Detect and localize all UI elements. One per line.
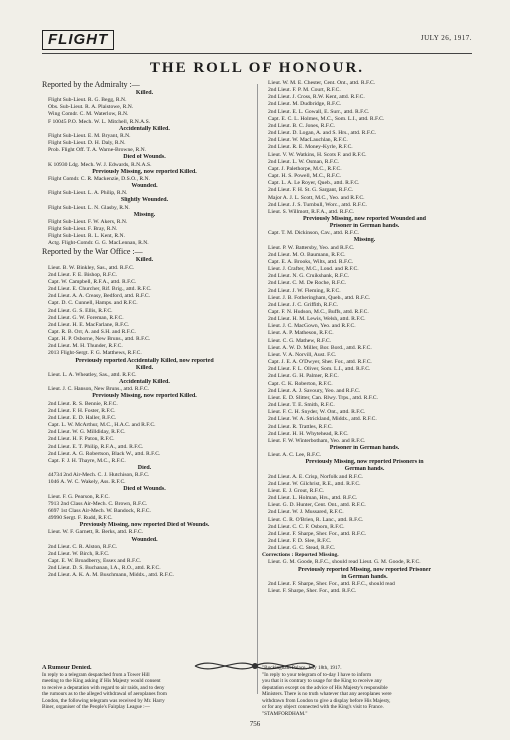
list-item: Lieut. F. G. Pearson, R.F.C. [48, 493, 110, 500]
list-item: Capt. F. J. H. Thayre, M.C., R.F.C. [48, 457, 126, 464]
section-heading: Previously Missing, now reported Killed. [92, 393, 197, 400]
rumour-denied-article [42, 665, 247, 711]
list-item: "In reply to your telegram of to-day I have to inform [262, 671, 372, 678]
list-item: 49990 Sergt. F. Rudd, R.F.C. [48, 515, 113, 522]
list-item: 2nd Lieut. R. S. Bennie, R.F.C. [48, 400, 118, 407]
list-item: Flight Comdr. C. R. Mackenzie, D.S.O., R.N. [48, 175, 150, 182]
list-item: 2nd Lieut. G. H. Palmer, R.F.C. [268, 373, 339, 380]
list-item: Lieut. E. D. Slitter, Can. Rlwy. Trps., attd. R.F.C. [268, 394, 378, 401]
column-divider [257, 84, 258, 694]
list-item: Flight Sub-Lieut. F. Bray, R.N. [48, 225, 118, 232]
list-item: or for any object connected with the King's visit to France. [262, 704, 384, 710]
section-heading: Previously reported Accidentally Killed, now reported [75, 357, 214, 364]
list-item: Lieut. B. W. Binkley, Sas., attd. R.F.C. [48, 264, 135, 271]
list-item: Capt. H. P. Osborne, New Bruns., attd. R.F.C. [48, 336, 151, 343]
list-item: 2nd Lieut. J. C. Griffith, R.F.C. [268, 301, 338, 308]
list-item: Flight Sub-Lieut. L. N. Glasby, R.N. [48, 204, 130, 211]
list-item: Capt. C. K. Roberton, R.F.C. [268, 380, 333, 387]
section-heading: in German hands. [341, 573, 388, 580]
list-item: Lieut. E. J. Grout, R.F.C. [268, 487, 324, 494]
list-item: 2nd Lieut. W. Birch, R.F.C. [48, 550, 110, 557]
section-heading: Missing. [133, 211, 156, 218]
list-item: 2nd Lieut. M. O. Baumann, R.F.C. [268, 251, 346, 258]
section-heading: Wounded. [131, 536, 158, 543]
list-item: 2nd Lieut. C. C. F. Osborn, R.F.C. [268, 523, 345, 530]
list-item: 2nd Lieut. W. G. Milldiday, R.F.C. [48, 429, 126, 436]
list-item: 2nd Lieut. J. W. Fleming, R.F.C. [268, 287, 341, 294]
section-heading: Previously reported Missing, now reported Prisoner [298, 566, 431, 573]
list-item: Lieut. J. Crafter, M.C., Lond. and R.F.C. [268, 266, 359, 273]
list-item: Flight Sub-Lieut. R. L. Kent, R.N. [48, 233, 125, 240]
list-item: 2nd Lieut. A. G. Robertson, Black W., attd. R.F.C. [48, 450, 161, 457]
palace-telegram [262, 665, 467, 717]
list-item: Lieut. C. R. O'Brien, R. Lanc., attd. R.F.C. [268, 516, 364, 523]
list-item: Lieut. W. F. Garnett, R. Berks, attd. R.F.C. [48, 529, 143, 536]
issue-date: JULY 26, 1917. [420, 34, 472, 42]
list-item: Lieut. A. C. Lee, R.F.C. [268, 452, 322, 459]
list-item: 2nd Lieut. L. W. Osman, R.F.C. [268, 158, 340, 165]
section-heading: Prisoner in German hands. [329, 444, 400, 451]
list-item: 2nd Lieut. F. L. Oliver, Som. L.I., attd. R.F.C. [268, 366, 371, 373]
list-item: to receive a deputation with regard to air raids, and to deny [42, 684, 165, 691]
list-item: 7913 2nd Class Air-Mech. C. Brown, R.F.C. [48, 500, 148, 507]
list-item: 2nd Lieut. G. S. Ellis, R.F.C. [48, 307, 113, 314]
list-item: Capt. T. M. Dickinson, Cav., attd. R.F.C. [268, 230, 359, 237]
list-item: Capt. H. S. Powell, M.C., R.F.C. [268, 173, 342, 180]
page-title: THE ROLL OF HONOUR. [149, 60, 365, 76]
section-heading: Reported by the War Office :— [42, 247, 143, 257]
list-item: you that it is contrary to usage for the King to receive any [262, 678, 382, 684]
list-item: 2nd Lieut. F. D. Slee, R.F.C. [268, 538, 332, 544]
list-item: Lieut. V. A. Norvill, Aust. F.C. [268, 351, 337, 358]
list-item: 2nd Lieut. E. L. Gowall, E. Surr., attd. R.F.C. [268, 108, 370, 115]
list-item: Lieut. W. M. E. Chester, Cent. Ont., attd. R.F.C. [268, 80, 376, 86]
list-item: Lieut. V. W. Watkins, H. Scots F. and R.F.C. [268, 151, 367, 158]
list-item: Flight Sub-Lieut. D. H. Daly, R.N. [48, 140, 126, 147]
list-item: 2nd Lieut. F. H. St. G. Sargant, R.F.C. [268, 187, 354, 194]
list-item: 2nd Lieut. W. MacLauchlan, R.F.C. [268, 137, 348, 144]
list-item: 2nd Lieut. W. Gilchrist, R.E., attd. R.F.C. [268, 480, 361, 487]
list-item: 2nd Lieut. G. W. Foreman, R.F.C. [48, 314, 124, 321]
list-item: 2nd Lieut. W. A. Strickland, Middx., attd. R.F.C. [268, 416, 377, 423]
list-item: 2nd Lieut. R. Trattles, R.F.C. [268, 423, 333, 430]
list-item: 2nd Lieut. R. E. Money-Kyrle, R.F.C. [268, 144, 353, 151]
list-item: 2nd Lieut. G. C. Stead, R.F.C. [268, 545, 336, 552]
list-item: Lieut. G. D. Hunter, Cent. Ont., attd. R.F.C. [268, 502, 366, 509]
section-heading: Previously Missing, now reported Prisoners in [305, 459, 424, 466]
list-item: 2nd Lieut. E. D. Haller, R.F.C. [48, 414, 117, 421]
list-item: 2nd Lieut. A. A. Creasy, Bedford, attd. R.F.C. [48, 293, 151, 300]
list-item: 2nd Lieut. J. Cross, R.W. Kent, attd. R.F.C. [268, 94, 365, 101]
list-item: Capt. L. A. Le Royer, Queb., attd. R.F.C. [268, 180, 360, 187]
list-item: Actg. Flight-Comdr. G. G. MacLennan, R.N. [48, 240, 149, 247]
section-heading: Missing. [353, 237, 376, 244]
list-item: 2nd Lieut. D. Logan, A. and S. Hrs., attd. R.F.C. [268, 130, 377, 137]
list-item: Lieut. C. G. Mathew, R.F.C. [268, 337, 332, 344]
list-item: 2nd Lieut. A. K. A. M. Buschmann, Middx., attd. R.F.C. [48, 572, 174, 579]
list-item: 2nd Lieut. F. E. Bishop, R.F.C. [48, 271, 118, 278]
list-item: 2nd Lieut. H. E. MacFarlane, R.F.C. [48, 321, 130, 328]
page-number: 756 [249, 720, 261, 728]
section-heading: Previously Missing, now reported Wounded and [302, 215, 427, 222]
flight-logo: FLIGHT [42, 30, 114, 50]
section-heading: Accidentally Killed. [119, 125, 170, 132]
section-heading: Previously Missing, now reported Killed. [92, 168, 197, 175]
list-item: Lieut. A. W. D. Miller, Bor. Bord., attd. R.F.C. [268, 344, 372, 351]
list-item: 2013 Flight-Sergt. F. G. Matthews, R.F.C. [48, 350, 142, 357]
section-heading: Killed. [135, 257, 154, 264]
section-heading: Previously Missing, now reported Died of Wounds. [79, 522, 210, 529]
section-heading: Prisoner in German hands. [329, 223, 400, 230]
list-item: London, the following telegram was received by Mr. Harry [42, 697, 165, 704]
list-item: Lieut. F. W. Winterbotham, Yeo. and R.F.C. [268, 437, 366, 444]
list-item: Flight Sub-Lieut. R. G. Begg, R.N. [48, 97, 127, 104]
list-item: Biner, organiser of the People's Fairplay League :— [42, 704, 150, 710]
list-item: 2nd Lieut. N. G. Cruikshank, R.F.C. [268, 273, 349, 280]
section-heading: Died of Wounds. [123, 486, 166, 493]
list-item: Capt. R. B. Orr, A. and S.H. and R.F.C. [48, 329, 136, 335]
list-item: 2nd Lieut. M. Dudbridge, R.F.C. [268, 101, 342, 108]
list-item: 2nd Lieut. A. J. Savoury, Yeo. and R.F.C. [268, 387, 361, 394]
list-item: Capt. E. C. L. Holmes, M.C., Som. L.I., attd. R.F.C. [268, 115, 385, 122]
list-item: Capt. E. A. Brooks, Wilts, attd. R.F.C. [268, 258, 354, 265]
list-item: Lieut. J. B. Fotheringham, Queb., attd. R.F.C. [268, 294, 371, 301]
section-heading: Slightly Wounded. [120, 197, 169, 204]
list-item: Flight Sub-Lieut. E. M. Bryant, R.N. [48, 132, 131, 139]
list-item: 2nd Lieut. J. S. Turnbull, Worc., attd. R.F.C. [268, 201, 367, 208]
section-heading: Accidentally Killed. [119, 379, 170, 386]
list-item: 2nd Lieut. F. P. M. Court, R.F.C. [268, 87, 341, 94]
list-item: K 10930 Ldg. Mech. W. J. Edwards, R.N.A.S. [48, 161, 152, 168]
section-heading: Died of Wounds. [123, 154, 166, 161]
list-item: 2nd Lieut. L. Holman, Hrs., attd. R.F.C. [268, 495, 358, 502]
list-item: 2nd Lieut. T. E. Smith, R.F.C. [268, 402, 335, 409]
list-item: withdrawn from London to give a display before His Majesty, [262, 697, 391, 704]
list-item: Lieut. F. C. H. Snyder, W. Ont., attd. R.F.C. [268, 409, 366, 416]
list-item: "Buckingham Palace, July 18th, 1917. [262, 665, 342, 671]
left-column [42, 80, 247, 579]
list-item: Capt. F. N. Hudson, M.C., Buffs, attd. R.F.C. [268, 309, 369, 315]
list-item: Prob. Flight Off. T. A. Warne-Browne, R.N. [48, 147, 147, 154]
list-item: 2nd Lieut. F. Sharpe, Sher. For., attd. R.F.C. [268, 530, 367, 537]
list-item: Capt. J. Palethorpe, M.C., R.F.C. [268, 165, 342, 172]
list-item: 2nd Lieut. H. F. Paton, R.F.C. [48, 436, 115, 443]
list-item: 2nd Lieut. F. Sharpe, Sher. For., attd. R.F.C., should read [268, 580, 395, 587]
list-item: deputation except on the advice of His Majesty's responsible [262, 684, 388, 691]
header-rule [42, 53, 472, 54]
list-item: 44734 2nd Air-Mech. C. J. Hutchison, R.F.C. [48, 472, 150, 479]
section-heading: Wounded. [131, 183, 158, 190]
list-item: Flight Sub-Lieut. F. W. Akers, R.N. [48, 218, 128, 225]
list-item: Lieut. G. M. Goode, R.F.C., should read Lieut. G. M. Goode, R.F.C. [268, 559, 421, 566]
list-item: Major A. J. L. Scott, M.C., Yeo. and R.F.C. [268, 194, 365, 201]
list-item: Lieut. A. P. Matheson, R.F.C. [268, 330, 334, 337]
list-item: Capt. E. W. Broadberry, Essex and R.F.C. [48, 558, 142, 564]
list-item: 1046 A. W. C. Wakely, Ass. R.F.C. [48, 479, 126, 486]
list-item: Capt. J. E. A. O'Dwyer, Sher. For., attd. R.F.C. [268, 359, 372, 366]
article-heading: A Rumour Denied. [42, 665, 92, 671]
list-item: Lieut. F. Sharpe, Sher. For., attd. R.F.C. [268, 588, 357, 595]
list-item: Ministers. There is no truth whatever that any aeroplanes were [262, 691, 392, 697]
list-item: In reply to a telegram despatched from a Tower Hill [42, 671, 150, 678]
list-item: the rumours as to the alleged withdrawal of aeroplanes from [42, 691, 167, 697]
list-item: Obs. Sub-Lieut. R. A. Plaistowe, R.N. [48, 104, 134, 111]
list-item: meeting to the King asking if His Majesty would consent [42, 678, 161, 684]
list-item: 2nd Lieut. M. H. Thunder, R.F.C. [48, 343, 123, 350]
list-item: Wing Comdr. C. M. Waterlow, R.N. [48, 111, 129, 118]
list-item: 2nd Lieut. H. H. Whytehead, R.F.C. [268, 430, 349, 437]
section-heading: Killed. [135, 364, 154, 371]
right-column [262, 80, 467, 595]
section-heading: Reported by the Admiralty :— [42, 80, 140, 89]
section-heading: German hands. [344, 466, 385, 473]
list-item: 2nd Lieut. A. E. Crisp, Norfolk and R.F.C. [268, 473, 363, 480]
list-item: Corrections : Reported Missing. [262, 552, 339, 559]
list-item: "STAMFORDHAM." [262, 710, 308, 717]
list-item: 2nd Lieut. W. J. Mussared, R.F.C. [268, 509, 344, 516]
list-item: Lieut. L. A. Wheatley, Sas., attd. R.F.C. [48, 371, 137, 378]
list-item: Lieut. S. Willmott, R.F.A., attd. R.F.C. [268, 208, 355, 215]
list-item: Flight Sub-Lieut. L. A. Philip, R.N. [48, 190, 128, 197]
list-item: Lieut. P. W. Battersby, Yeo. and R.F.C. [268, 244, 355, 251]
list-item: 2nd Lieut. C. R. Alston, R.F.C. [48, 543, 118, 550]
list-item: Capt. W. Campbell, R.F.A., attd. R.F.C. [48, 278, 137, 285]
list-item: 2nd Lieut. F. H. Foster, R.F.C. [48, 407, 116, 414]
list-item: Lieut. J. C. Hanson, New Bruns., attd. R.F.C. [48, 386, 150, 393]
list-item: 2nd Lieut. D. S. Buchanan, I.A., R.O., attd. R.F.C. [48, 565, 161, 572]
section-heading: Killed. [135, 90, 154, 96]
section-heading: Died. [137, 464, 152, 471]
list-item: Lieut. J. C. MacGown, Yeo. and R.F.C. [268, 323, 356, 330]
list-item: 2nd Lieut. H. M. Lewis, Welsh, attd. R.F.C. [268, 316, 366, 323]
list-item: 2nd Lieut. E. Churcher, Rif. Brig., attd. R.F.C. [48, 286, 152, 293]
list-item: Capt. D. C. Cunnell, Hamps. and R.F.C. [48, 300, 138, 307]
list-item: 6697 1st Class Air-Mech. W. Bandock, R.F.C. [48, 507, 151, 514]
list-item: 2nd Lieut. C. M. De Roche, R.F.C. [268, 280, 347, 287]
list-item: Capt. L. W. McArthur, M.C., H.A.C. and R.F.C. [48, 422, 156, 429]
list-item: 2nd Lieut. B. C. Jones, R.F.C. [268, 122, 335, 129]
list-item: F 10045 P.O. Mech. W. L. Mitchell, R.N.A.S. [48, 118, 151, 125]
list-item: 2nd Lieut. E. T. Philip, R.F.A., attd. R.F.C. [48, 443, 144, 450]
